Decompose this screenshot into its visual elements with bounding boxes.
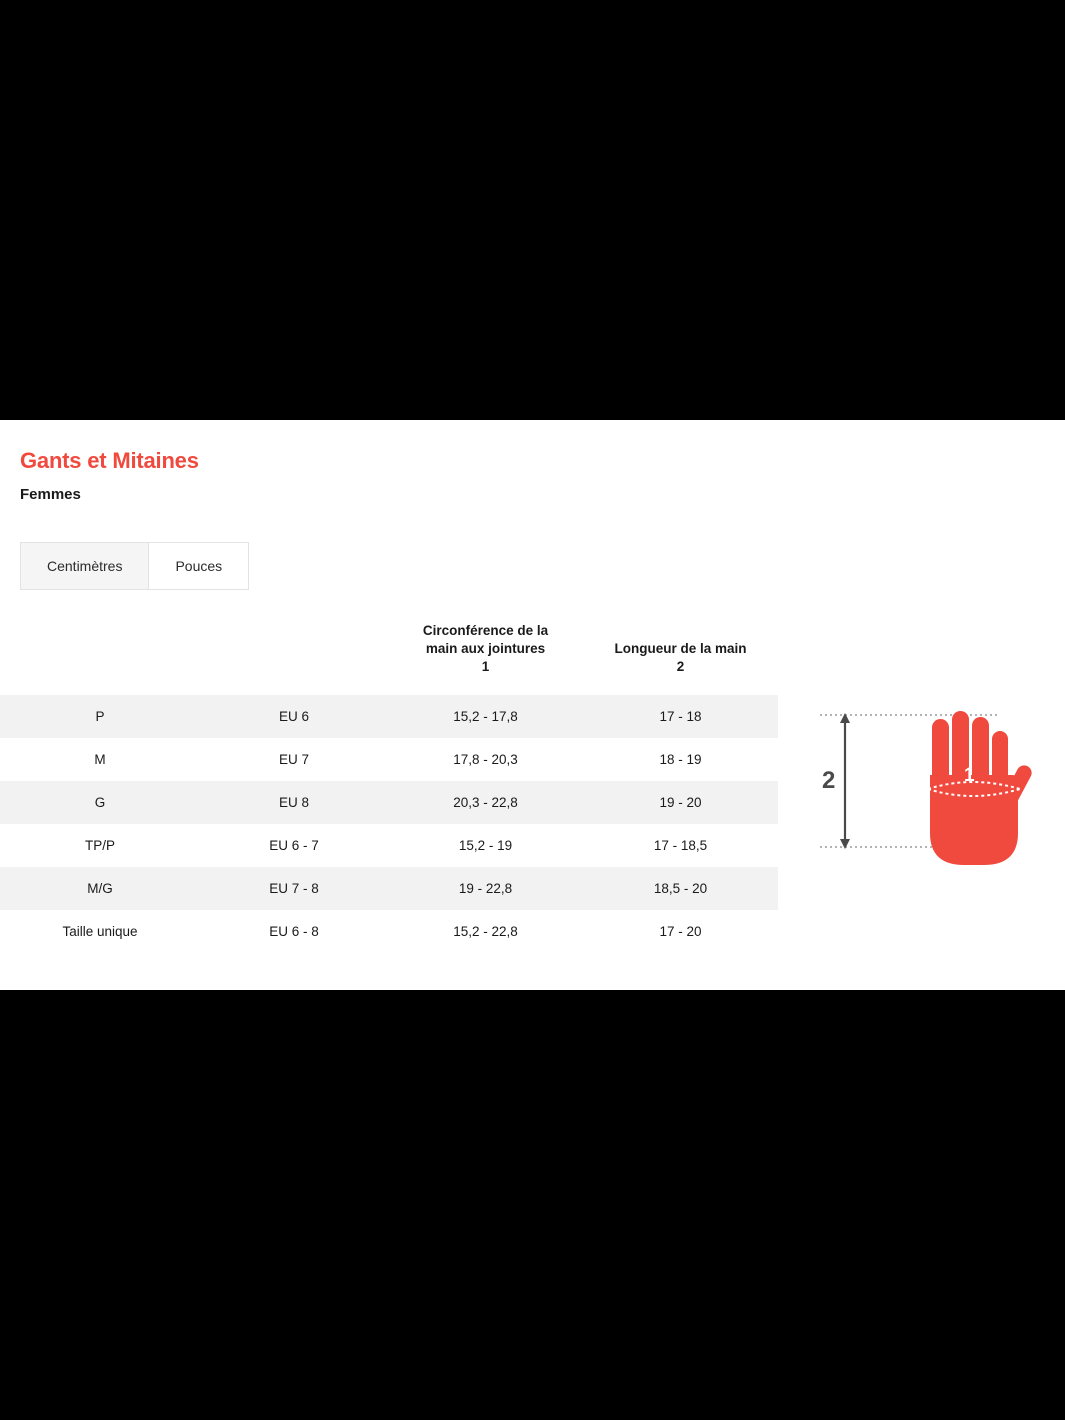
figure-label-length: 2 [822,767,836,794]
cell-length: 17 - 18,5 [583,824,778,867]
column-header-circumference-line3: 1 [481,659,490,675]
table-header-row [0,610,778,695]
cell-size: M [0,738,200,781]
cell-length: 19 - 20 [583,781,778,824]
cell-circumference: 17,8 - 20,3 [388,738,583,781]
cell-eu: EU 6 - 8 [200,910,388,953]
cell-eu: EU 7 - 8 [200,867,388,910]
cell-eu: EU 7 [200,738,388,781]
cell-eu: EU 6 - 7 [200,824,388,867]
unit-tabs [20,542,249,590]
cell-size: Taille unique [0,910,200,953]
table-row [0,910,778,953]
tab-centimetres[interactable]: Centimètres [21,543,149,589]
cell-size: TP/P [0,824,200,867]
column-header-size [0,610,200,695]
cell-size: P [0,695,200,738]
cell-eu: EU 8 [200,781,388,824]
cell-circumference: 20,3 - 22,8 [388,781,583,824]
cell-eu: EU 6 [200,695,388,738]
figure-label-circumference: 1 [964,765,975,786]
cell-length: 17 - 20 [583,910,778,953]
cell-length: 18 - 19 [583,738,778,781]
column-header-circumference-line1: Circonférence de la [422,623,549,638]
column-header-circumference [388,610,583,695]
table-row [0,695,778,738]
page-title: Gants et Mitaines [20,448,199,473]
column-header-circumference-line2: main aux jointures [425,641,546,657]
table-row [0,738,778,781]
column-header-length [583,610,778,695]
size-chart-panel [0,420,1065,990]
cell-length: 17 - 18 [583,695,778,738]
cell-circumference: 19 - 22,8 [388,867,583,910]
table-row [0,781,778,824]
column-header-length-line1: Longueur de la main [614,641,747,657]
cell-size: M/G [0,867,200,910]
page-subtitle: Femmes [20,486,81,503]
table-row [0,867,778,910]
hand-diagram-svg [812,705,1052,885]
column-header-eu [200,610,388,695]
column-header-length-line2: 2 [676,659,685,675]
cell-length: 18,5 - 20 [583,867,778,910]
cell-circumference: 15,2 - 17,8 [388,695,583,738]
hand-measurement-diagram [812,705,1052,885]
cell-circumference: 15,2 - 19 [388,824,583,867]
cell-size: G [0,781,200,824]
tab-pouces[interactable]: Pouces [149,543,248,589]
table-row [0,824,778,867]
cell-circumference: 15,2 - 22,8 [388,910,583,953]
size-table [0,610,778,953]
